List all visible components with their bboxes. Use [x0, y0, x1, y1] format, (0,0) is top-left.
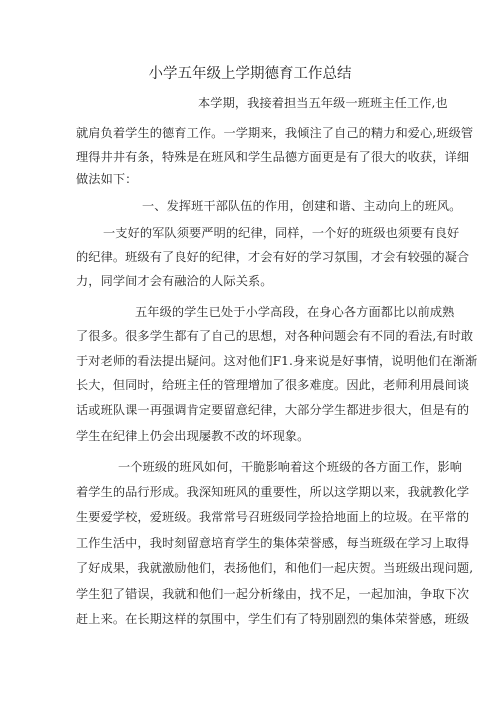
- body-line: 本学期，我接着担当五年级一班班主任工作,也: [198, 96, 448, 110]
- body-line: 学生犯了错误，我就和他们一起分析缘由，找不足，一起加油，争取下次: [76, 587, 470, 601]
- body-line: 一支好的军队须要严明的纪律，同样，一个好的班级也须要有良好: [103, 226, 460, 240]
- body-line: 于对老师的看法提出疑问。这对他们F1.身来说是好事情，说明他们在渐渐: [76, 354, 478, 368]
- section-heading: 一、发挥班干部队伍的作用，创建和谐、主动向上的班风。: [142, 199, 462, 213]
- body-line: 话或班队课一再强调肯定要留意纪律，大部分学生都进步很大，但是有的: [76, 403, 470, 417]
- document-title: 小学五年级上学期德育工作总结: [148, 66, 352, 82]
- body-line: 五年级的学生已处于小学高段，在身心各方面都比以前成熟: [135, 305, 455, 319]
- body-line: 了很多。很多学生都有了自己的思想，对各种问题会有不同的看法,有时敢: [76, 329, 474, 343]
- body-line: 赶上来。在长期这样的氛围中，学生们有了特别剧烈的集体荣誉感，班级: [76, 612, 470, 626]
- body-line: 生要爱学校，爱班级。我常常号召班级同学捡拾地面上的垃圾。在平常的: [76, 510, 470, 524]
- body-line: 力，同学间才会有融洽的人际关系。: [76, 274, 273, 288]
- body-line: 的纪律。班级有了良好的纪律，才会有好的学习氛围，才会有较强的凝合: [76, 250, 470, 264]
- body-line: 理得井井有条，特殊是在班风和学生品德方面更是有了很大的收获，详细: [76, 150, 470, 164]
- body-line: 学生在纪律上仍会出现屡教不改的坏现象。: [76, 429, 310, 443]
- body-line: 工作生活中，我时刻留意培育学生的集体荣誉感，每当班级在学习上取得: [76, 536, 470, 550]
- body-line: 长大，但同时，给班主任的管理增加了很多难度。因此，老师利用晨间谈: [76, 378, 470, 392]
- body-line: 就肩负着学生的德育工作。一学期来，我倾注了自己的精力和爱心,班级管: [76, 126, 474, 140]
- body-line: 做法如下：: [76, 172, 138, 186]
- body-line: 了好成果，我就激励他们，表扬他们，和他们一起庆贺。当班级出现问题,: [76, 561, 474, 575]
- body-line: 一个班级的班风如何，干脆影响着这个班级的各方面工作，影响: [118, 460, 463, 474]
- body-line: 着学生的品行形成。我深知班风的重要性，所以这学期以来，我就教化学: [76, 485, 470, 499]
